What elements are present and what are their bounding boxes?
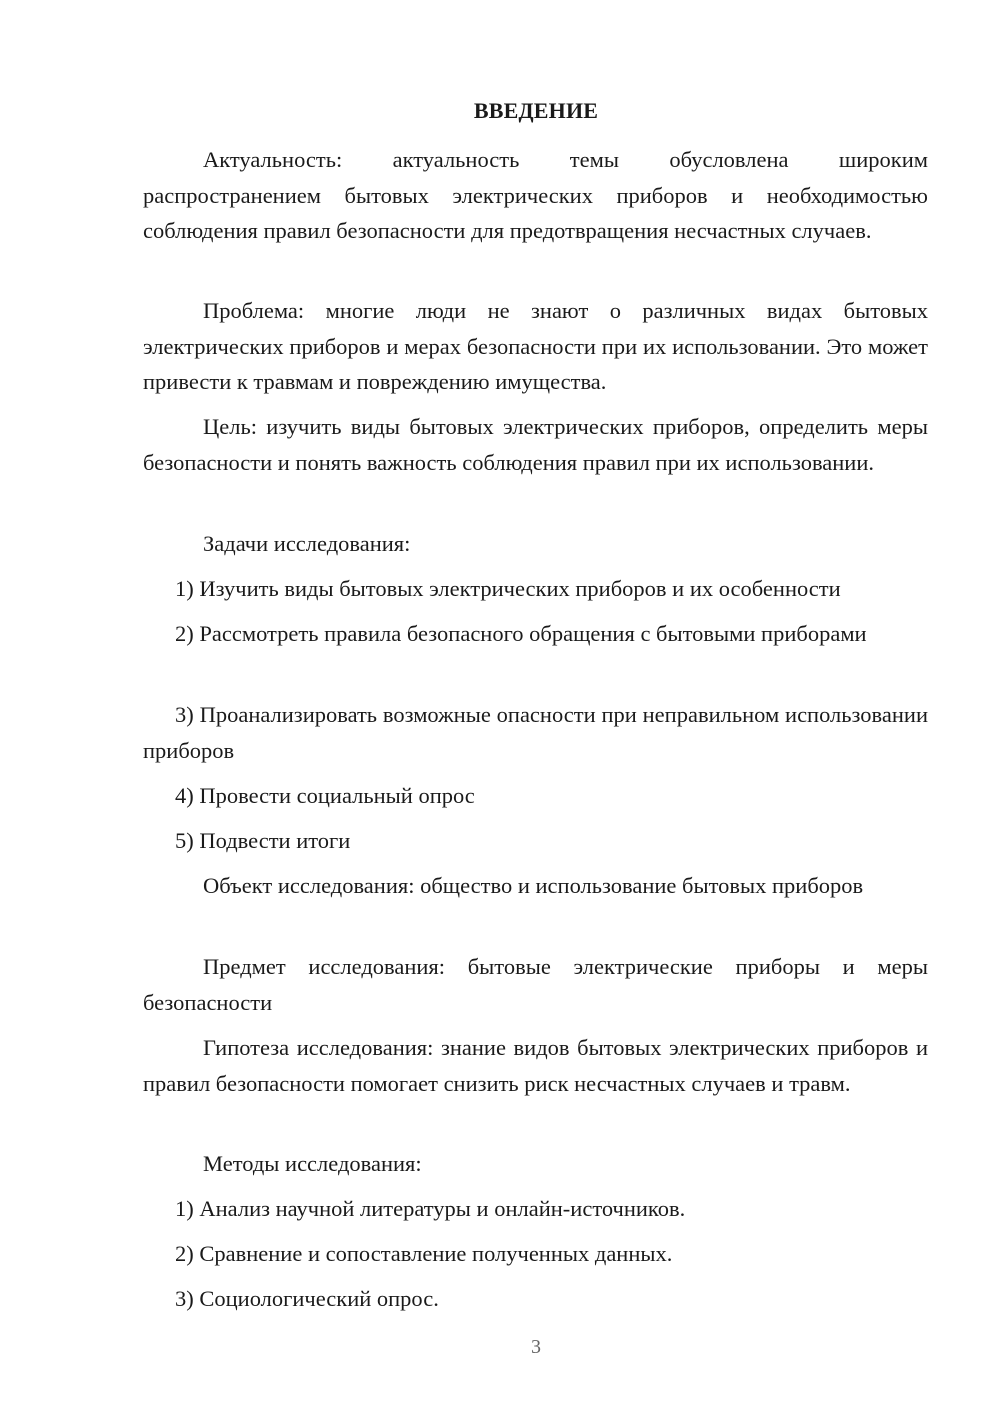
task-item-1: 1) Изучить виды бытовых электрических приборов и их особенности bbox=[175, 576, 841, 601]
method-item-3: 3) Социологический опрос. bbox=[175, 1286, 439, 1311]
paragraph-problem: Проблема: многие люди не знают о различных видах бытовых электрических приборов и мерах безопасности при их использовании. Это может привести к травмам и повреждению имущества. bbox=[143, 298, 928, 394]
task-item-5: 5) Подвести итоги bbox=[175, 828, 351, 853]
methods-heading: Методы исследования: bbox=[203, 1151, 422, 1176]
task-item-4: 4) Провести социальный опрос bbox=[175, 783, 475, 808]
paragraph-hypothesis: Гипотеза исследования: знание видов бытовых электрических приборов и правил безопасности помогает снизить риск несчастных случаев и травм. bbox=[143, 1035, 928, 1096]
paragraph-goal: Цель: изучить виды бытовых электрических приборов, определить меры безопасности и понять важность соблюдения правил при их использовании. bbox=[143, 414, 928, 475]
method-item-1: 1) Анализ научной литературы и онлайн-источников. bbox=[175, 1196, 686, 1221]
page-number: 3 bbox=[531, 1336, 541, 1358]
tasks-heading: Задачи исследования: bbox=[203, 531, 411, 556]
method-item-2: 2) Сравнение и сопоставление полученных данных. bbox=[175, 1241, 673, 1266]
task-item-3: 3) Проанализировать возможные опасности при неправильном использовании приборов bbox=[143, 702, 928, 763]
paragraph-subject: Предмет исследования: бытовые электрические приборы и меры безопасности bbox=[143, 954, 928, 1015]
task-item-2: 2) Рассмотреть правила безопасного обращения с бытовыми приборами bbox=[175, 621, 867, 646]
paragraph-object: Объект исследования: общество и использование бытовых приборов bbox=[203, 873, 864, 898]
paragraph-relevance: Актуальность: актуальность темы обусловлена широким распространением бытовых электрических приборов и необходимостью соблюдения правил безопасности для предотвращения несчастных случаев. bbox=[143, 147, 928, 243]
page-title: ВВЕДЕНИЕ bbox=[473, 98, 599, 123]
